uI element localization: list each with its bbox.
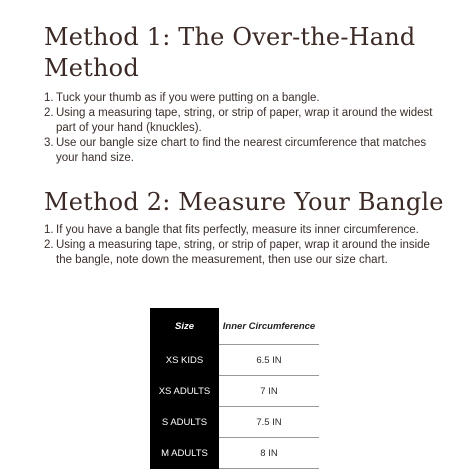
step-number: 3.: [44, 137, 54, 149]
size-cell: M ADULTS: [150, 438, 219, 469]
table-row: [150, 376, 319, 407]
table-row: [150, 438, 319, 469]
step-number: 1.: [44, 224, 54, 236]
circumference-cell: 8 IN: [219, 438, 319, 469]
table-header-row: [150, 308, 319, 345]
table-row: [150, 345, 319, 376]
step-text: Using a measuring tape, string, or strip of paper, wrap it around the widest part of your hand (knuckles).: [56, 107, 433, 134]
size-cell: XS KIDS: [150, 345, 219, 376]
list-item: [44, 223, 444, 238]
list-item: [44, 106, 444, 136]
method-2-steps: [44, 223, 444, 268]
table-row: [150, 407, 319, 438]
circumference-cell: 7.5 IN: [219, 407, 319, 438]
list-item: [44, 91, 444, 106]
step-text: If you have a bangle that fits perfectly, measure its inner circumference.: [56, 224, 419, 236]
step-text: Using a measuring tape, string, or strip of paper, wrap it around the inside the bangle, note down the measurement, then use our size chart.: [56, 239, 430, 266]
size-column-header: Size: [150, 308, 219, 345]
step-number: 2.: [44, 239, 54, 251]
circumference-cell: 6.5 IN: [219, 345, 319, 376]
size-cell: S ADULTS: [150, 407, 219, 438]
method-1-heading: Method 1: The Over-the-Hand Method: [44, 23, 416, 82]
step-number: 1.: [44, 92, 54, 104]
step-number: 2.: [44, 107, 54, 119]
method-2-heading: Method 2: Measure Your Bangle: [44, 188, 444, 216]
step-text: Use our bangle size chart to find the nearest circumference that matches your hand size.: [56, 137, 427, 164]
size-chart-table: [150, 308, 319, 469]
size-cell: XS ADULTS: [150, 376, 219, 407]
inner-circumference-column-header: Inner Circumference: [219, 308, 319, 345]
list-item: [44, 136, 444, 166]
step-text: Tuck your thumb as if you were putting on a bangle.: [56, 92, 320, 104]
method-1-steps: [44, 91, 444, 166]
list-item: [44, 238, 444, 268]
circumference-cell: 7 IN: [219, 376, 319, 407]
